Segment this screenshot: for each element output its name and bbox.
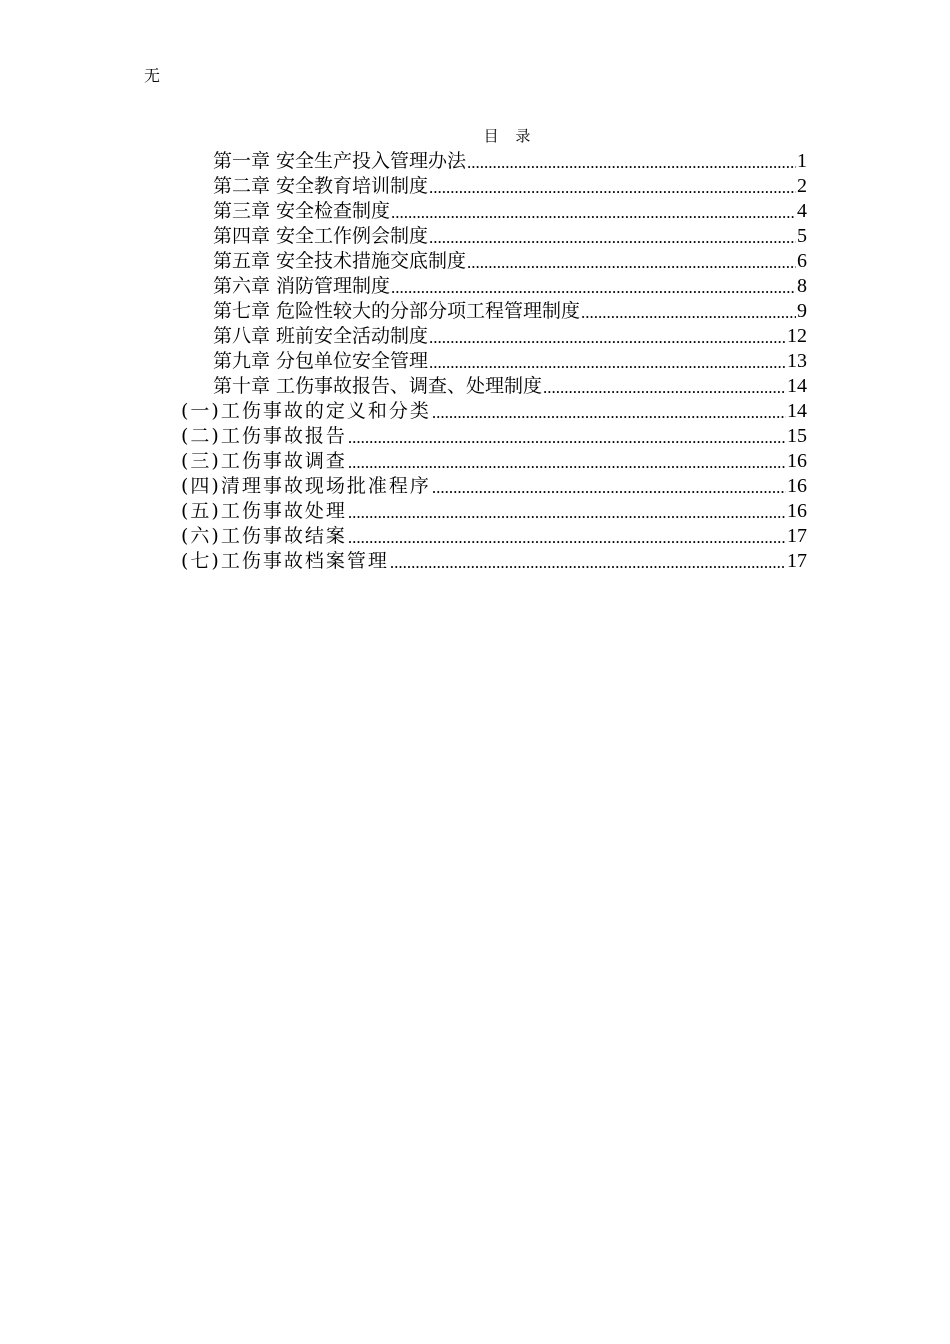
toc-page-number: 12: [787, 325, 807, 347]
toc-entry-label: 第六章 消防管理制度: [213, 275, 391, 297]
toc-entry-chapter-4[interactable]: [213, 224, 807, 249]
toc-dot-leader: [429, 326, 786, 349]
page-header-text: 无: [144, 66, 161, 85]
toc-entry-label: 第二章 安全教育培训制度: [213, 175, 429, 197]
toc-entry-chapter-9[interactable]: [213, 349, 807, 374]
toc-dot-leader: [467, 251, 796, 274]
toc-dot-leader: [348, 526, 786, 549]
toc-entry-section-3[interactable]: [181, 449, 807, 474]
toc-dot-leader: [391, 201, 796, 224]
toc-entry-label: (五)工伤事故处理: [181, 500, 347, 522]
toc-entry-label: 第一章 安全生产投入管理办法: [213, 150, 467, 172]
toc-dot-leader: [432, 401, 786, 424]
toc-dot-leader: [429, 351, 786, 374]
toc-dot-leader: [390, 551, 786, 574]
toc-page-number: 16: [787, 450, 807, 472]
toc-entry-section-4[interactable]: [181, 474, 807, 499]
toc-page-number: 16: [787, 500, 807, 522]
toc-entry-section-2[interactable]: [181, 424, 807, 449]
toc-dot-leader: [348, 426, 786, 449]
toc-entry-label: 第四章 安全工作例会制度: [213, 225, 429, 247]
toc-page-number: 15: [787, 425, 807, 447]
toc-page-number: 6: [797, 250, 807, 272]
toc-page-number: 5: [797, 225, 807, 247]
toc-dot-leader: [543, 376, 786, 399]
toc-entry-label: (六)工伤事故结案: [181, 525, 347, 547]
toc-entry-chapter-7[interactable]: [213, 299, 807, 324]
toc-entry-chapter-8[interactable]: [213, 324, 807, 349]
toc-entry-label: (七)工伤事故档案管理: [181, 550, 389, 572]
toc-entry-label: 第三章 安全检查制度: [213, 200, 391, 222]
toc-entry-section-7[interactable]: [181, 549, 807, 574]
toc-page-number: 17: [787, 550, 807, 572]
toc-page-number: 16: [787, 475, 807, 497]
toc-dot-leader: [432, 476, 786, 499]
toc-page-number: 13: [787, 350, 807, 372]
toc-page-number: 2: [797, 175, 807, 197]
toc-page-number: 17: [787, 525, 807, 547]
toc-entry-chapter-2[interactable]: [213, 174, 807, 199]
toc-entry-label: 第七章 危险性较大的分部分项工程管理制度: [213, 300, 581, 322]
toc-entry-section-5[interactable]: [181, 499, 807, 524]
toc-dot-leader: [348, 451, 786, 474]
toc-entry-label: (四)清理事故现场批准程序: [181, 475, 431, 497]
toc-dot-leader: [581, 301, 796, 324]
toc-entry-section-6[interactable]: [181, 524, 807, 549]
toc-entry-chapter-6[interactable]: [213, 274, 807, 299]
toc-entry-label: 第九章 分包单位安全管理: [213, 350, 429, 372]
toc-entry-chapter-10[interactable]: [213, 374, 807, 399]
toc-entry-label: 第八章 班前安全活动制度: [213, 325, 429, 347]
toc-entry-chapter-5[interactable]: [213, 249, 807, 274]
toc-page-number: 14: [787, 400, 807, 422]
toc-dot-leader: [391, 276, 796, 299]
toc-entry-label: 第五章 安全技术措施交底制度: [213, 250, 467, 272]
toc-page-number: 1: [797, 150, 807, 172]
toc-title: 目 录: [483, 127, 537, 145]
toc-page-number: 9: [797, 300, 807, 322]
toc-dot-leader: [467, 151, 796, 174]
toc-entry-label: (二)工伤事故报告: [181, 425, 347, 447]
toc-entry-chapter-3[interactable]: [213, 199, 807, 224]
toc-dot-leader: [429, 226, 796, 249]
toc-dot-leader: [429, 176, 796, 199]
toc-entry-label: (一)工伤事故的定义和分类: [181, 400, 431, 422]
toc-entry-section-1[interactable]: [181, 399, 807, 424]
toc-page-number: 14: [787, 375, 807, 397]
toc-entry-chapter-1[interactable]: [213, 149, 807, 174]
toc-page-number: 4: [797, 200, 807, 222]
toc-entry-label: 第十章 工伤事故报告、调查、处理制度: [213, 375, 543, 397]
toc-page-number: 8: [797, 275, 807, 297]
toc-entry-label: (三)工伤事故调查: [181, 450, 347, 472]
toc-dot-leader: [348, 501, 786, 524]
